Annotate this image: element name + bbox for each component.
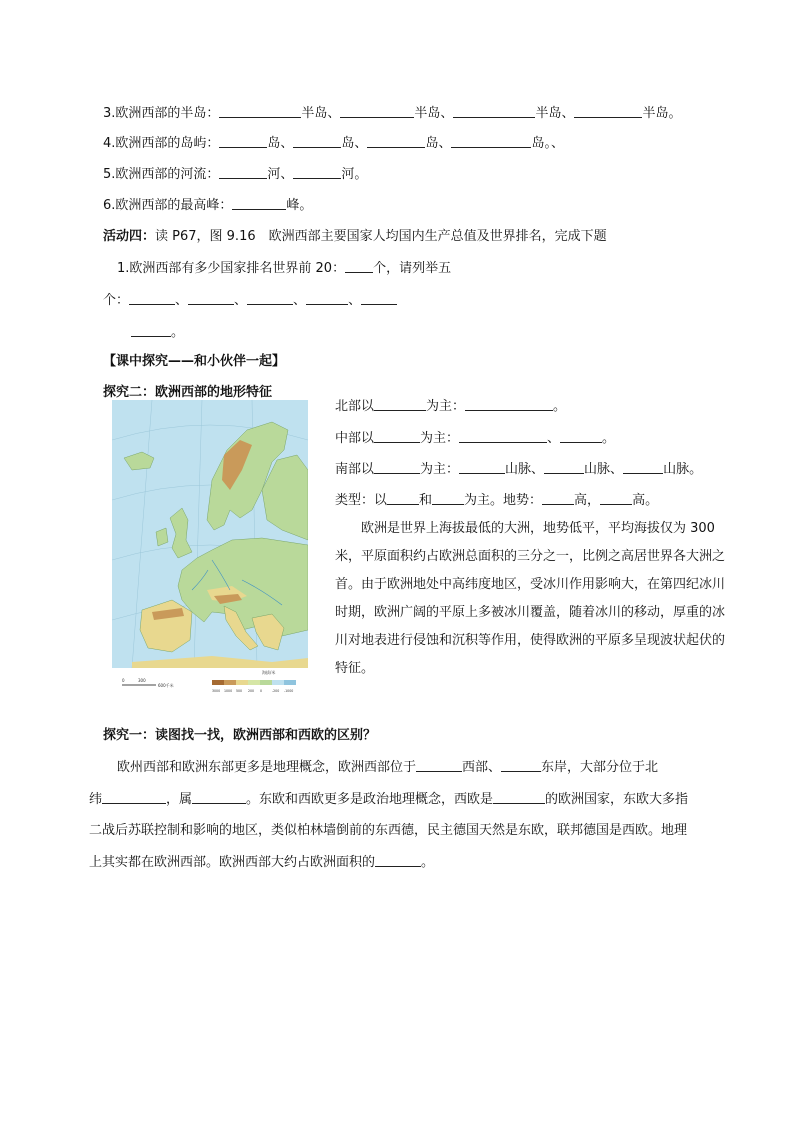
legend-tick: -200 xyxy=(272,689,280,693)
legend-tick: 0 xyxy=(260,689,263,693)
blank[interactable] xyxy=(293,134,341,148)
blank[interactable] xyxy=(432,491,464,505)
type-text: 为主。地势： xyxy=(464,493,543,508)
section-heading: 【课中探究——和小伙伴一起】 xyxy=(103,354,286,369)
blank[interactable] xyxy=(374,429,420,443)
question-6-lead: 6.欧洲西部的最高峰： xyxy=(103,198,233,213)
question-5-text: 河、 xyxy=(267,167,294,182)
type-text: 高， xyxy=(574,493,601,508)
north-text: 。 xyxy=(553,399,567,414)
blank[interactable] xyxy=(219,104,301,118)
explore-1-text: 的欧洲国家，东欧大多指 xyxy=(545,792,689,807)
explore-1-text: 纬 xyxy=(89,792,103,807)
activity-4-q1-text: 个： xyxy=(103,293,130,308)
blank[interactable] xyxy=(247,291,293,305)
blank[interactable] xyxy=(219,134,267,148)
question-5-lead: 5.欧洲西部的河流： xyxy=(103,167,220,182)
activity-4-q1-text: 个，请列举五 xyxy=(373,261,452,276)
middle-text: 。 xyxy=(602,431,616,446)
type-text: 类型：以 xyxy=(335,493,388,508)
separator: 、 xyxy=(234,293,248,308)
scale-label: 300 xyxy=(138,678,146,683)
type-text: 和 xyxy=(419,493,433,508)
blank[interactable] xyxy=(544,460,584,474)
explore-1-text: 东岸，大部分位于北 xyxy=(541,760,659,775)
scale-label: 600千米 xyxy=(158,683,174,688)
blank[interactable] xyxy=(465,397,553,411)
scale-label: 0 xyxy=(122,678,125,683)
question-6 xyxy=(103,196,312,215)
blank[interactable] xyxy=(451,134,531,148)
blank[interactable] xyxy=(459,429,547,443)
question-5 xyxy=(103,165,367,184)
blank[interactable] xyxy=(459,460,505,474)
legend-tick: 1000 xyxy=(224,689,233,693)
blank[interactable] xyxy=(340,104,414,118)
south-text: 南部以 xyxy=(335,462,375,477)
blank[interactable] xyxy=(232,196,286,210)
activity-4-title: 活动四： xyxy=(103,229,156,244)
blank[interactable] xyxy=(345,259,373,273)
explore-1-text: 西部、 xyxy=(462,760,502,775)
question-6-text: 峰。 xyxy=(286,198,313,213)
legend-swatch xyxy=(272,680,284,685)
middle-line xyxy=(335,429,615,448)
blank[interactable] xyxy=(623,460,663,474)
type-line xyxy=(335,491,658,510)
activity-4-q1-end xyxy=(131,323,184,342)
explore-1-text: 。东欧和西欧更多是政治地理概念，西欧是 xyxy=(246,792,494,807)
blank[interactable] xyxy=(188,291,234,305)
question-4-text: 岛、 xyxy=(341,136,368,151)
legend-title: 海拔/米 xyxy=(262,670,276,675)
blank[interactable] xyxy=(453,104,535,118)
separator: 、 xyxy=(293,293,307,308)
activity-4-q1-text: 1.欧洲西部有多少国家排名世界前 20： xyxy=(117,261,346,276)
question-4-text: 岛。、 xyxy=(531,136,564,151)
question-3-text: 半岛、 xyxy=(535,106,575,121)
blank[interactable] xyxy=(374,460,420,474)
legend-tick: 200 xyxy=(248,689,255,693)
south-line xyxy=(335,460,702,479)
blank[interactable] xyxy=(375,853,421,867)
south-text: 山脉、 xyxy=(584,462,624,477)
question-3-text: 半岛。 xyxy=(642,106,682,121)
blank[interactable] xyxy=(361,291,397,305)
blank[interactable] xyxy=(501,758,541,772)
legend-tick: 500 xyxy=(236,689,243,693)
explore-1-text: 欧州西部和欧洲东部更多是地理概念，欧洲西部位于 xyxy=(117,760,417,775)
explore-2-title: 探究二：欧洲西部的地形特征 xyxy=(103,385,273,400)
legend-tick: 3000 xyxy=(212,689,221,693)
legend-swatch xyxy=(260,680,272,685)
north-text: 为主： xyxy=(426,399,466,414)
blank[interactable] xyxy=(131,323,171,337)
blank[interactable] xyxy=(367,134,425,148)
blank[interactable] xyxy=(306,291,348,305)
europe-terrain-map xyxy=(112,400,308,700)
north-line xyxy=(335,397,566,416)
legend-swatch xyxy=(248,680,260,685)
blank[interactable] xyxy=(600,491,632,505)
blank[interactable] xyxy=(129,291,175,305)
type-text: 高。 xyxy=(632,493,659,508)
explore-1-text: ，属 xyxy=(166,792,193,807)
blank[interactable] xyxy=(219,165,267,179)
explore-1-line-1 xyxy=(117,758,658,777)
blank[interactable] xyxy=(192,790,246,804)
activity-4-q1-text: 。 xyxy=(171,325,185,340)
question-4 xyxy=(103,134,564,153)
separator: 、 xyxy=(348,293,362,308)
explore-1-line-2 xyxy=(89,790,688,809)
activity-4-text: 读 P67，图 9.16 欧洲西部主要国家人均国内生产总值及世界排名，完成下题 xyxy=(155,229,607,244)
explore-1-title: 探究一：读图找一找，欧洲西部和西欧的区别？ xyxy=(103,728,377,743)
question-3 xyxy=(103,104,681,123)
blank[interactable] xyxy=(560,429,602,443)
activity-4-q1-list xyxy=(103,291,397,310)
explore-1-line-4 xyxy=(89,853,434,872)
blank[interactable] xyxy=(493,790,545,804)
blank[interactable] xyxy=(416,758,462,772)
blank[interactable] xyxy=(374,397,426,411)
question-4-lead: 4.欧洲西部的岛屿： xyxy=(103,136,220,151)
north-text: 北部以 xyxy=(335,399,375,414)
blank[interactable] xyxy=(102,790,166,804)
explore-2-paragraph: 欧洲是世界上海拔最低的大洲，地势低平，平均海拔仅为 300 米，平原面积约占欧洲总面积的三分之一，比例之高居世界各大洲之首。由于欧洲地处中高纬度地区，受冰川作用影响大，在第四纪冰川时期，欧洲广阔的平原上多被冰川覆盖，随着冰川的移动，厚重的冰川对地表进行侵蚀和沉积等作用，使得欧洲的平原多呈现波状起伏的特征。 xyxy=(335,521,726,676)
blank[interactable] xyxy=(542,491,574,505)
question-3-text: 半岛、 xyxy=(414,106,454,121)
blank[interactable] xyxy=(293,165,341,179)
question-3-text: 半岛、 xyxy=(301,106,341,121)
explore-1-text: 。 xyxy=(421,855,435,870)
middle-text: 中部以 xyxy=(335,431,375,446)
question-4-text: 岛、 xyxy=(425,136,452,151)
legend-tick: -1000 xyxy=(284,689,294,693)
separator: 、 xyxy=(175,293,189,308)
legend-swatch xyxy=(212,680,224,685)
question-5-text: 河。 xyxy=(341,167,368,182)
south-text: 为主： xyxy=(420,462,460,477)
south-text: 山脉。 xyxy=(663,462,703,477)
south-text: 山脉、 xyxy=(505,462,545,477)
legend-swatch xyxy=(224,680,236,685)
middle-text: 为主： xyxy=(420,431,460,446)
legend-swatch xyxy=(284,680,296,685)
blank[interactable] xyxy=(387,491,419,505)
explore-1-text: 上其实都在欧洲西部。欧洲西部大约占欧洲面积的 xyxy=(89,855,376,870)
blank[interactable] xyxy=(574,104,642,118)
middle-text: 、 xyxy=(547,431,561,446)
question-3-lead: 3.欧洲西部的半岛： xyxy=(103,106,220,121)
explore-1-line-3: 二战后苏联控制和影响的地区，类似柏林墙倒前的东西德，民主德国天然是东欧，联邦德国是西欧。地理 xyxy=(89,823,688,838)
question-4-text: 岛、 xyxy=(267,136,294,151)
activity-4-heading xyxy=(103,228,607,246)
legend-swatch xyxy=(236,680,248,685)
activity-4-q1 xyxy=(117,259,451,278)
